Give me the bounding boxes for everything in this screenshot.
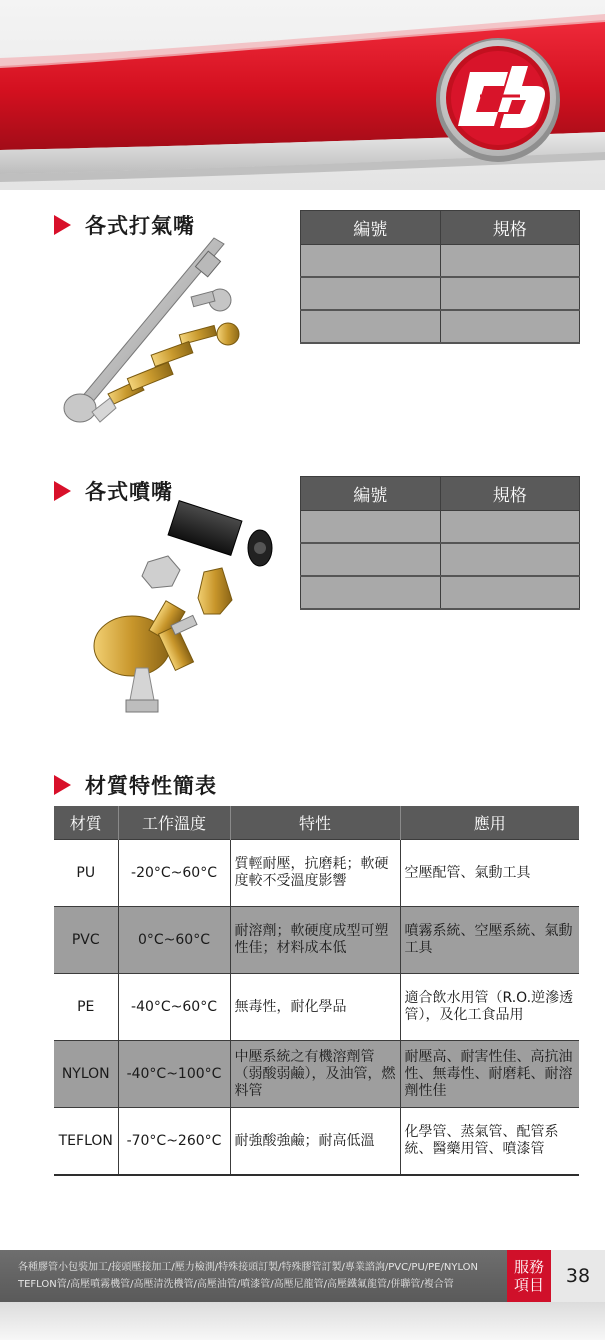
table-cell xyxy=(301,543,441,576)
red-arrow-icon xyxy=(54,481,71,501)
header-banner xyxy=(0,0,605,190)
red-arrow-icon xyxy=(54,775,71,795)
material-cell: PU xyxy=(54,840,118,907)
table-cell xyxy=(440,245,580,278)
material-cell: TEFLON xyxy=(54,1108,118,1176)
air-nozzle-spec-table xyxy=(300,210,580,344)
table-cell xyxy=(301,310,441,343)
table-cell xyxy=(301,277,441,310)
column-header-temperature: 工作溫度 xyxy=(118,806,230,840)
application-cell: 噴霧系統、空壓系統、氣動工具 xyxy=(400,907,579,974)
section-title-text: 各式打氣嘴 xyxy=(85,214,195,238)
table-row xyxy=(54,1108,579,1176)
column-header-application: 應用 xyxy=(400,806,579,840)
table-row xyxy=(54,974,579,1041)
services-tag xyxy=(507,1250,551,1302)
table-cell xyxy=(440,511,580,544)
material-cell: PVC xyxy=(54,907,118,974)
table-row xyxy=(301,576,580,609)
temperature-cell: -40°C~60°C xyxy=(118,974,230,1041)
table-cell xyxy=(440,576,580,609)
table-cell xyxy=(301,576,441,609)
property-cell: 耐溶劑；軟硬度成型可塑性佳；材料成本低 xyxy=(230,907,400,974)
column-header-id: 編號 xyxy=(301,211,441,245)
section-title-text: 各式噴嘴 xyxy=(85,480,173,504)
table-row xyxy=(301,310,580,343)
table-cell xyxy=(440,277,580,310)
spray-nozzle-spec-table xyxy=(300,476,580,610)
company-logo-icon xyxy=(436,38,560,162)
column-header-spec: 規格 xyxy=(440,211,580,245)
services-tag-line: 服務 xyxy=(513,1258,544,1276)
section-title-materials xyxy=(54,770,217,800)
air-nozzle-product-photo xyxy=(52,232,242,437)
table-row xyxy=(301,511,580,544)
table-row xyxy=(301,245,580,278)
column-header-id: 編號 xyxy=(301,477,441,511)
page-footer xyxy=(0,1250,605,1302)
column-header-material: 材質 xyxy=(54,806,118,840)
property-cell: 中壓系統之有機溶劑管（弱酸弱鹼），及油管，燃料管 xyxy=(230,1041,400,1108)
table-cell xyxy=(301,245,441,278)
spray-nozzle-product-photo xyxy=(72,500,282,720)
material-cell: NYLON xyxy=(54,1041,118,1108)
material-properties-table xyxy=(54,806,579,1176)
temperature-cell: -20°C~60°C xyxy=(118,840,230,907)
table-cell xyxy=(440,543,580,576)
section-title-text: 材質特性簡表 xyxy=(85,774,217,798)
column-header-property: 特性 xyxy=(230,806,400,840)
application-cell: 空壓配管、氣動工具 xyxy=(400,840,579,907)
table-row xyxy=(54,1041,579,1108)
property-cell: 無毒性，耐化學品 xyxy=(230,974,400,1041)
property-cell: 耐強酸強鹼；耐高低溫 xyxy=(230,1108,400,1176)
application-cell: 化學管、蒸氣管、配管系統、醫藥用管、噴漆管 xyxy=(400,1108,579,1176)
table-cell xyxy=(301,511,441,544)
table-row xyxy=(301,277,580,310)
page-number: 38 xyxy=(551,1250,605,1302)
services-tag-line: 項目 xyxy=(513,1276,544,1294)
services-list xyxy=(18,1259,506,1293)
table-row xyxy=(301,543,580,576)
services-line: TEFLON管/高壓噴霧機管/高壓清洗機管/高壓油管/噴漆管/高壓尼龍管/高壓鐵氟龍管/併聯管/複合管 xyxy=(18,1279,454,1290)
table-cell xyxy=(440,310,580,343)
application-cell: 耐壓高、耐害性佳、高抗油性、無毒性、耐磨耗、耐溶劑性佳 xyxy=(400,1041,579,1108)
temperature-cell: 0°C~60°C xyxy=(118,907,230,974)
material-cell: PE xyxy=(54,974,118,1041)
table-row xyxy=(54,907,579,974)
temperature-cell: -40°C~100°C xyxy=(118,1041,230,1108)
column-header-spec: 規格 xyxy=(440,477,580,511)
property-cell: 質輕耐壓，抗磨耗；軟硬度較不受溫度影響 xyxy=(230,840,400,907)
footer-strip xyxy=(0,1302,605,1340)
services-line: 各種膠管小包裝加工/接頭壓接加工/壓力檢測/特殊接頭訂製/特殊膠管訂製/專業諮詢/PVC/PU/PE/NYLON xyxy=(18,1262,479,1273)
temperature-cell: -70°C~260°C xyxy=(118,1108,230,1176)
application-cell: 適合飲水用管（R.O.逆滲透管），及化工食品用 xyxy=(400,974,579,1041)
table-row xyxy=(54,840,579,907)
